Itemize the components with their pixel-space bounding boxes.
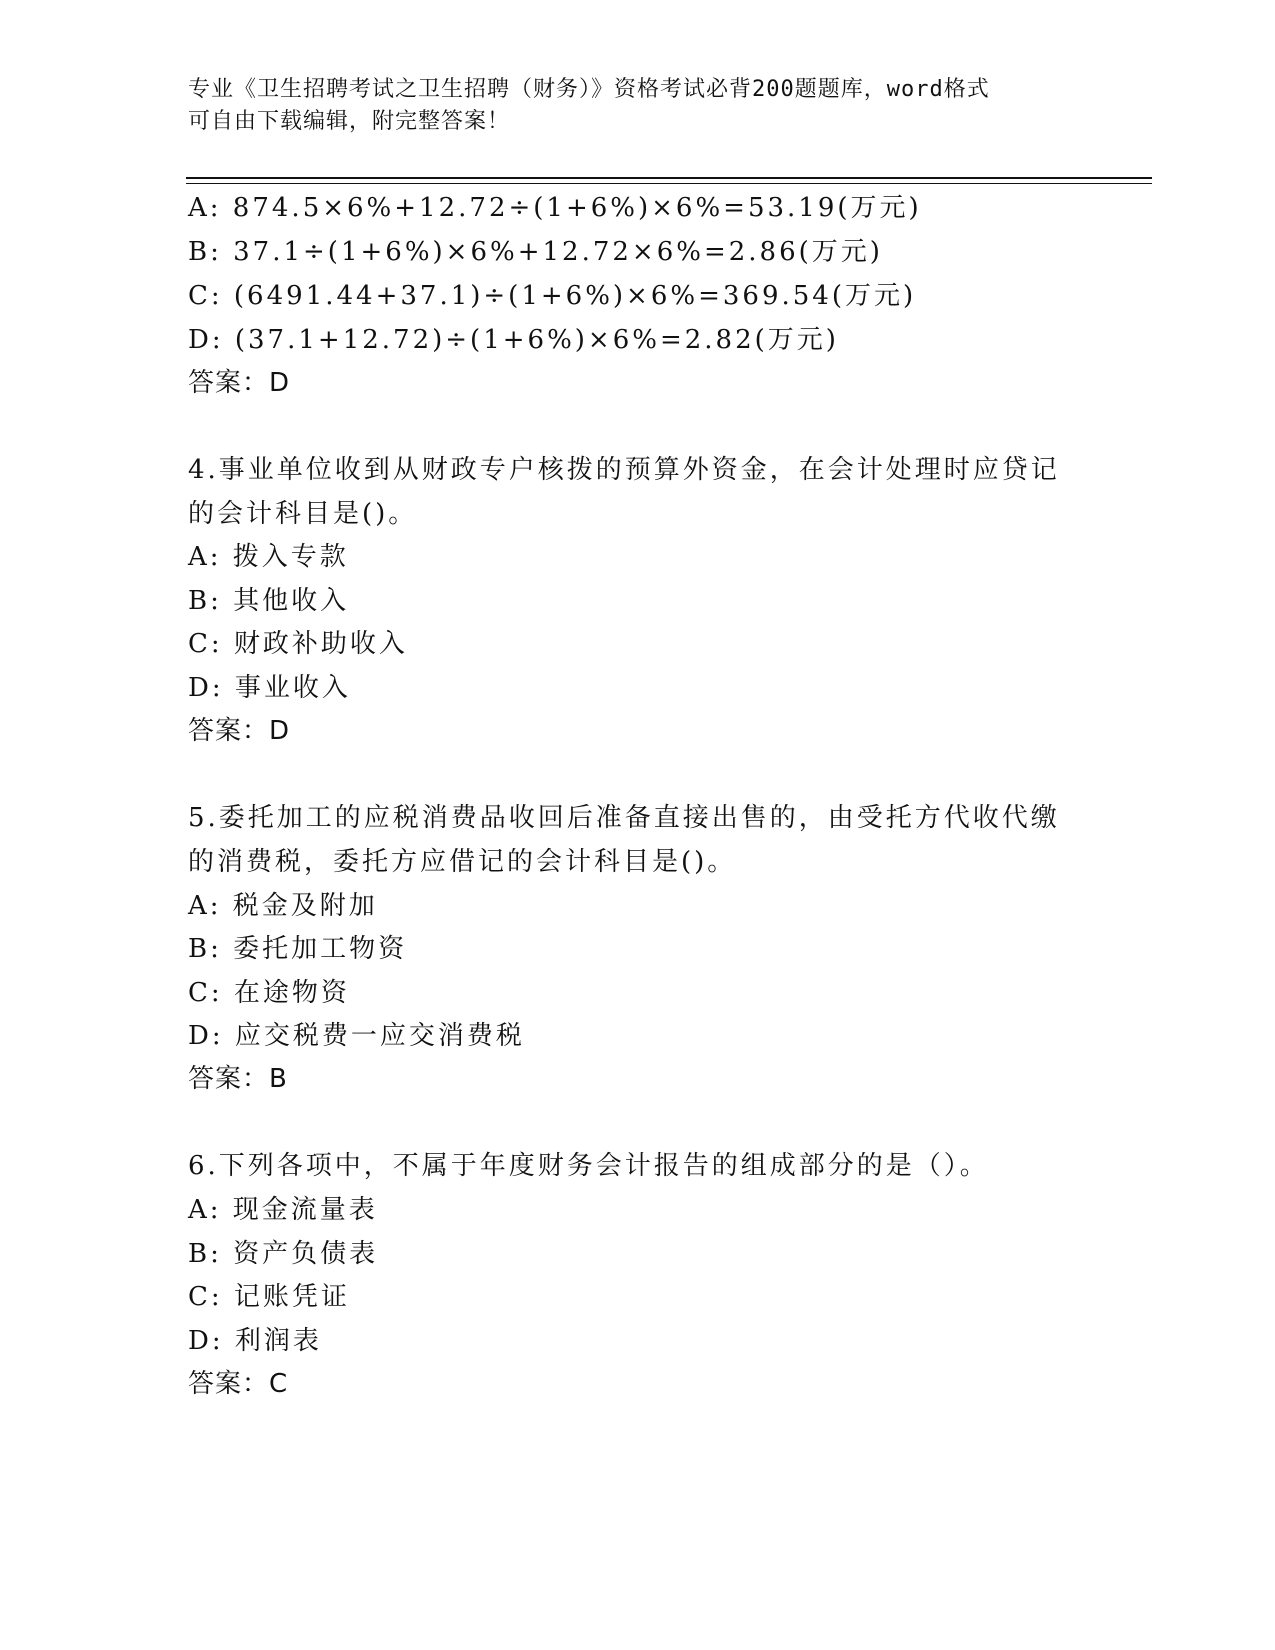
option-c: C: (6491.44+37.1)÷(1+6%)×6%=369.54(万元) — [188, 281, 917, 311]
answer-text: 答案：B — [188, 1064, 288, 1094]
option-c: C: 财政补助收入 — [188, 629, 408, 659]
question-stem-continued: 的会计科目是()。 — [188, 499, 418, 529]
option-c: C: 在途物资 — [188, 978, 350, 1008]
question-stem: 5.委托加工的应税消费品收回后准备直接出售的，由受托方代收代缴 — [188, 803, 1060, 833]
question-stem-continued: 的消费税，委托方应借记的会计科目是()。 — [188, 847, 737, 877]
question-stem: 6.下列各项中，不属于年度财务会计报告的组成部分的是（）。 — [188, 1151, 989, 1181]
answer-text: 答案：D — [188, 368, 291, 398]
document-header — [188, 74, 1088, 138]
option-b: B: 委托加工物资 — [188, 934, 408, 964]
option-a: A: 税金及附加 — [188, 891, 378, 921]
option-a: A: 现金流量表 — [188, 1195, 378, 1225]
option-d: D: 利润表 — [188, 1326, 322, 1356]
option-d: D: 事业收入 — [188, 673, 351, 703]
option-c: C: 记账凭证 — [188, 1282, 350, 1312]
option-b: B: 其他收入 — [188, 586, 350, 616]
option-d: D: (37.1+12.72)÷(1+6%)×6%=2.82(万元) — [188, 325, 839, 355]
header-title-line-1: 专业《卫生招聘考试之卫生招聘（财务）》资格考试必背200题题库，word格式 — [188, 77, 990, 102]
header-divider-thick — [186, 177, 1152, 179]
option-b: B: 37.1÷(1+6%)×6%+12.72×6%=2.86(万元) — [188, 237, 883, 267]
option-b: B: 资产负债表 — [188, 1239, 379, 1269]
answer-text: 答案：D — [188, 716, 291, 746]
header-divider-thin — [186, 183, 1152, 184]
option-a: A: 拨入专款 — [188, 542, 349, 572]
option-d: D: 应交税费一应交消费税 — [188, 1021, 525, 1051]
option-a: A: 874.5×6%+12.72÷(1+6%)×6%=53.19(万元) — [188, 193, 922, 223]
header-title-line-2: 可自由下载编辑，附完整答案！ — [188, 109, 511, 134]
question-stem: 4.事业单位收到从财政专户核拨的预算外资金，在会计处理时应贷记 — [188, 455, 1060, 485]
answer-text: 答案：C — [188, 1369, 289, 1399]
